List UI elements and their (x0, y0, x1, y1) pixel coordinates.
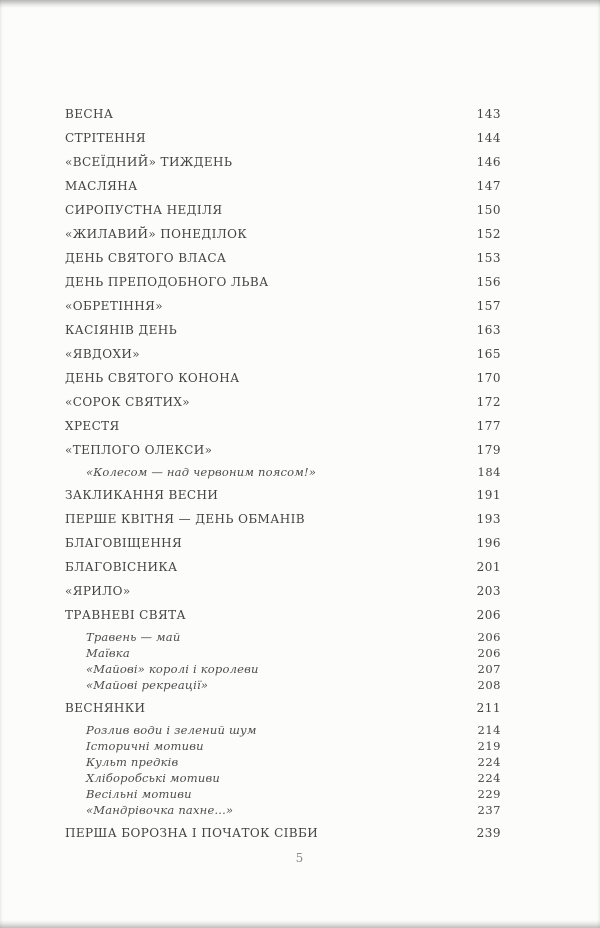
toc-entry-page: 211 (476, 701, 501, 715)
toc-entry-page: 179 (476, 443, 501, 457)
toc-entry-page: 196 (476, 536, 501, 550)
toc-entry (65, 696, 501, 720)
toc-entry (65, 821, 501, 845)
toc-entry-label: ХРЕСТЯ (65, 419, 120, 433)
toc-entry-label: «Колесом — над червоним поясом!» (86, 465, 317, 479)
toc-entry (65, 464, 501, 480)
footer-page-number: 5 (295, 851, 305, 865)
toc-entry-label: «Мандрівочка пахне...» (86, 803, 234, 817)
toc-entry-page: 147 (476, 179, 501, 193)
toc-entry-page: 157 (476, 299, 501, 313)
toc-entry-page: 193 (476, 512, 501, 526)
toc-entry-label: «ТЕПЛОГО ОЛЕКСИ» (65, 443, 213, 457)
toc-entry (65, 318, 501, 342)
toc-entry (65, 770, 501, 786)
toc-entry-label: Хліборобські мотиви (86, 771, 221, 785)
toc-entry-label: ЗАКЛИКАННЯ ВЕСНИ (65, 488, 219, 502)
toc-entry (65, 555, 501, 579)
toc-entry-page: 172 (476, 395, 501, 409)
toc-entry-label: Розлив води і зелений шум (86, 723, 257, 737)
toc-entry (65, 645, 501, 661)
toc-entry (65, 603, 501, 627)
toc-entry-page: 203 (476, 584, 501, 598)
toc-entry-label: «ЖИЛАВИЙ» ПОНЕДІЛОК (65, 227, 248, 241)
toc-entry-label: БЛАГОВІЩЕННЯ (65, 536, 183, 550)
toc-entry (65, 738, 501, 754)
toc-entry-page: 214 (477, 723, 501, 737)
toc-entry-page: 153 (476, 251, 501, 265)
toc-entry-label: «ВСЕЇДНИЙ» ТИЖДЕНЬ (65, 155, 233, 169)
toc-entry (65, 294, 501, 318)
toc-entry (65, 246, 501, 270)
toc-entry-label: ТРАВНЕВІ СВЯТА (65, 608, 186, 622)
toc-entry-page: 143 (476, 107, 501, 121)
toc-entry (65, 366, 501, 390)
toc-entry-page: 177 (476, 419, 501, 433)
toc-entry-page: 206 (477, 646, 501, 660)
toc-entry (65, 126, 501, 150)
toc-entry-label: ПЕРШЕ КВІТНЯ — ДЕНЬ ОБМАНІВ (65, 512, 305, 526)
toc-entry-label: МАСЛЯНА (65, 179, 138, 193)
toc-entry-label: «Майові рекреації» (86, 678, 209, 692)
toc-entry (65, 174, 501, 198)
toc-entry (65, 222, 501, 246)
toc-entry-page: 224 (477, 771, 501, 785)
toc-entry-page: 229 (477, 787, 501, 801)
toc-entry-page: 207 (477, 662, 501, 676)
toc-entry-label: «СОРОК СВЯТИХ» (65, 395, 191, 409)
toc-entry (65, 198, 501, 222)
toc-entry-page: 165 (476, 347, 501, 361)
toc-entry (65, 390, 501, 414)
toc-entry-label: КАСІЯНІВ ДЕНЬ (65, 323, 178, 337)
toc-entry (65, 722, 501, 738)
toc-entry (65, 786, 501, 802)
toc-entry (65, 438, 501, 462)
toc-entry-page: 144 (476, 131, 501, 145)
toc-entry (65, 414, 501, 438)
toc-entry-page: 152 (476, 227, 501, 241)
toc-entry-page: 184 (477, 465, 501, 479)
toc-entry (65, 754, 501, 770)
toc-entry-page: 191 (476, 488, 501, 502)
toc-entry-page: 208 (477, 678, 501, 692)
toc-entry-page: 156 (476, 275, 501, 289)
toc-entry-label: Травень — май (86, 630, 181, 644)
toc-entry-label: Історичні мотиви (86, 739, 204, 753)
toc-entry (65, 677, 501, 693)
toc-entry-label: «Майові» королі і королеви (86, 662, 259, 676)
toc-entry (65, 342, 501, 366)
table-of-contents (65, 102, 501, 845)
toc-entry-page: 224 (477, 755, 501, 769)
toc-entry-label: БЛАГОВІСНИКА (65, 560, 178, 574)
toc-entry-label: «ЯВДОХИ» (65, 347, 140, 361)
toc-entry-page: 239 (476, 826, 501, 840)
toc-entry (65, 531, 501, 555)
toc-entry-page: 201 (476, 560, 501, 574)
toc-entry-label: ВЕСНА (65, 107, 114, 121)
toc-entry-label: ДЕНЬ ПРЕПОДОБНОГО ЛЬВА (65, 275, 269, 289)
toc-entry-label: ПЕРША БОРОЗНА І ПОЧАТОК СІВБИ (65, 826, 319, 840)
toc-entry (65, 102, 501, 126)
toc-entry (65, 150, 501, 174)
toc-entry-label: ДЕНЬ СВЯТОГО ВЛАСА (65, 251, 227, 265)
toc-entry-page: 150 (476, 203, 501, 217)
toc-entry-page: 146 (476, 155, 501, 169)
toc-entry-label: ВЕСНЯНКИ (65, 701, 146, 715)
toc-entry-page: 219 (477, 739, 501, 753)
toc-entry-page: 237 (477, 803, 501, 817)
toc-entry (65, 579, 501, 603)
toc-entry-label: СТРІТЕННЯ (65, 131, 146, 145)
toc-entry (65, 629, 501, 645)
toc-entry-label: «ОБРЕТІННЯ» (65, 299, 163, 313)
toc-entry-label: Культ предків (86, 755, 179, 769)
toc-entry-label: Маївка (86, 646, 130, 660)
toc-entry-label: Весільні мотиви (86, 787, 192, 801)
toc-entry (65, 507, 501, 531)
toc-entry-label: ДЕНЬ СВЯТОГО КОНОНА (65, 371, 240, 385)
toc-entry (65, 483, 501, 507)
toc-entry-label: «ЯРИЛО» (65, 584, 131, 598)
toc-entry (65, 270, 501, 294)
toc-entry-page: 163 (476, 323, 501, 337)
toc-entry-page: 206 (477, 630, 501, 644)
toc-entry-label: СИРОПУСТНА НЕДІЛЯ (65, 203, 223, 217)
toc-entry-page: 170 (476, 371, 501, 385)
toc-entry (65, 802, 501, 818)
toc-entry-page: 206 (476, 608, 501, 622)
toc-entry (65, 661, 501, 677)
